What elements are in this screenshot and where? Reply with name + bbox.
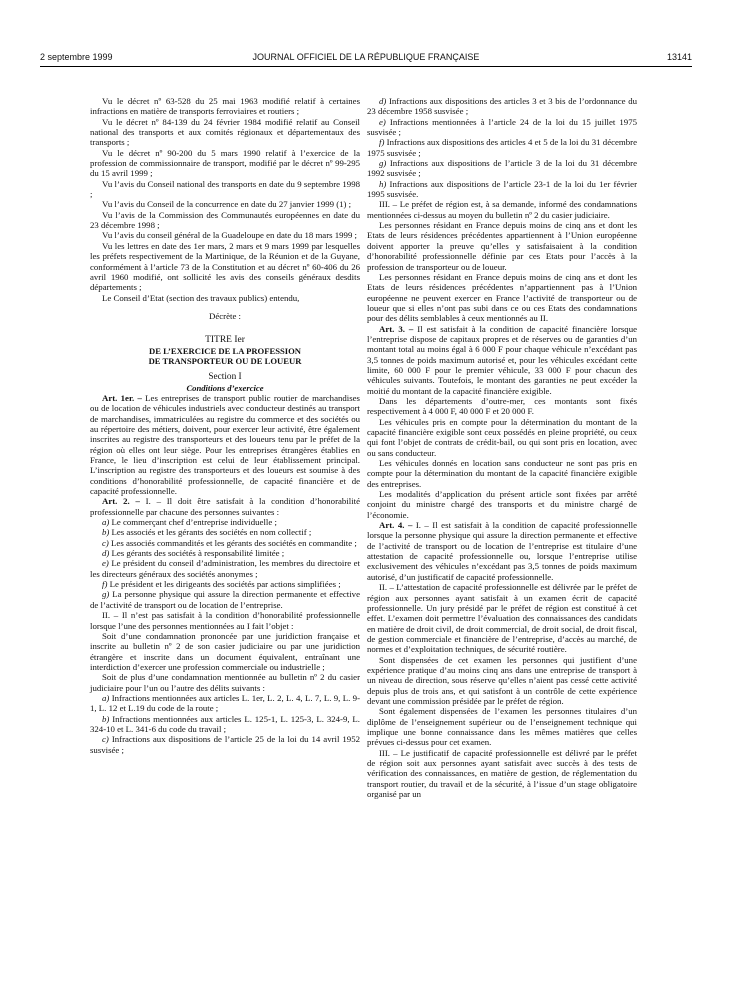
item-letter: g) [379,158,387,169]
list-item [90,579,360,589]
paragraph: Les modalités d’application du présent article sont fixées par arrêté conjoint du ministre chargé des transports et du ministre chargé de l’économie. [367,489,637,520]
paragraph: Dans les départements d’outre-mer, ces montants sont fixés respectivement à 4 000 F, 40 000 F et 20 000 F. [367,395,637,417]
item-letter: b) [102,713,110,724]
item-letter: f) [102,579,108,590]
item-letter: d) [379,96,387,106]
article-label: Art. 4. – [379,520,413,531]
titre-subheading-line1: DE L’EXERCICE DE LA PROFESSION [148,345,302,356]
list-item [90,734,360,755]
item-letter: e) [379,116,386,127]
item-letter: h) [379,178,387,189]
paragraph: Sont dispensées de cet examen les personnes qui justifient d’une expérience pratique d’au moins cinq ans dans une entreprise de transport à un niveau de direction, sous réserve qu’elles n’aient pas cessé cette activité depuis plus de trois ans, et qui satisfont à un contrôle de cette expérience devant une commission présidée par le préfet de région. [367,654,637,706]
header-rule [40,66,692,67]
article-label: Art. 2. – [102,496,140,507]
list-item [90,538,360,548]
item-text: Infractions mentionnées aux articles L. 1er, L. 2, L. 4, L. 7, L. 9, L. 9-1, L. 12 et L.19 du code de la route ; [90,692,360,714]
list-item [367,117,637,138]
list-item [367,179,637,200]
paragraph: Vu l’avis du Conseil national des transports en date du 9 septembre 1998 ; [90,178,360,200]
list-item [90,558,360,579]
page-header [40,52,692,66]
paragraph: III. – Le justificatif de capacité professionnelle est délivré par le préfet de région soit aux personnes ayant satisfait avec succès à des tests de vérification des connaissances, en matière de gestion, de réglementation du transport routier, du travail et de la sécurité, à l’issue d’un stage obligatoire organisé par un [367,747,637,800]
paragraph: Vu le décret nº 63-528 du 25 mai 1963 modifié relatif à certaines infractions en matière de transports ferroviaires et routiers ; [90,96,360,117]
item-text: Infractions mentionnées à l’article 24 de la loi du 15 juillet 1975 susvisée ; [367,116,637,138]
item-text: Les associés commandités et les gérants des sociétés en commandite ; [108,537,357,548]
article-text: I. – Il est satisfait à la condition de capacité professionnelle lorsque la personne physique qui assure la direction permanente et effective de l’activité de transport ou de location de l’entreprise est titulaire d’une attestation de capacité professionnelle ou, lorsque l’entreprise utilise exclusivement des véhicules n’excédant pas 3,5 tonnes de poids maximum autorisé, d’un justificatif de capacité professionnelle. [367,520,637,582]
list-item [90,714,360,735]
titre-subheading-line2: DE TRANSPORTEUR OU DE LOUEUR [148,355,302,366]
item-letter: g) [102,589,110,600]
paragraph: Les personnes résidant en France depuis moins de cinq ans et dont les Etats de leurs résidences précédentes n’appartiennent pas à l’Union européenne ne peuvent exercer en France l’activité de transporteur ou de loueur que si elles n’ont pas subi dans ce ou ces Etats des condamnations pour des délits semblables à ceux mentionnés au II. [367,271,637,324]
titre-heading: TITRE Ier [205,335,245,346]
list-item [90,693,360,714]
paragraph: II. – L’attestation de capacité professionnelle est délivrée par le préfet de région aux personnes ayant satisfait à un examen écrit de capacité professionnelle. Un jury présidé par le préfet de région est constitué à cet effet. L’examen doit permettre l’évaluation des connaissances des candidats en matière de droit civil, de droit commercial, de droit social, de droit fiscal, de gestion commerciale et financière de l’entreprise, d’accès au marché, de normes et d’exploitation techniques, de sécurité routière. [367,582,637,655]
paragraph: Vu l’avis du Conseil de la concurrence en date du 27 janvier 1999 (1) ; [102,199,352,210]
left-column [90,96,360,755]
item-letter: d) [102,548,110,559]
list-item [90,548,360,558]
item-text: Infractions mentionnées aux articles L. 125-1, L. 125-3, L. 324-9, L. 324-10 et L. 341-6 du code du travail ; [90,713,360,734]
item-letter: e) [102,558,109,569]
list-item [367,96,637,117]
item-text: Infractions aux dispositions de l’article 3 de la loi du 31 décembre 1992 susvisée ; [367,158,637,179]
right-column [367,96,637,799]
header-journal-title: JOURNAL OFFICIEL DE LA RÉPUBLIQUE FRANÇAISE [252,52,480,62]
list-item [90,527,360,537]
article-1 [90,393,360,496]
header-date: 2 septembre 1999 [40,52,113,62]
article-text: Les entreprises de transport public routier de marchandises ou de location de véhicules industriels avec conducteur destinés au transport de marchandises, immatriculées au registre du commerce et des sociétés ou au répertoire des métiers, doivent, pour exercer leur activité, être également inscrites au registre des transporteurs et des loueurs tenu par le préfet de la région où elles ont leur siège. Pour les entreprises étrangères établies en France, le lieu d’inscription est celui de leur établissement principal. L’inscription au registre des transporteurs et des loueurs est soumise à des conditions d’honorabilité professionnelle, de capacité financière et de capacité professionnelle. [90,392,360,497]
decrete-line: Décrète : [209,310,241,321]
item-text: Le commerçant chef d’entreprise individuelle ; [109,517,277,528]
list-item [367,158,637,179]
item-text: Infractions aux dispositions des articles 3 et 3 bis de l’ordonnance du 23 décembre 1958 susvisée ; [367,96,637,117]
paragraph: Soit de plus d’une condamnation mentionnée au bulletin nº 2 du casier judiciaire pour l’un ou l’autre des délits suivants : [90,672,360,693]
list-item [90,517,360,527]
paragraph: Vu l’avis de la Commission des Communautés européennes en date du 23 décembre 1998 ; [90,209,360,231]
item-letter: c) [102,734,109,745]
item-letter: a) [102,692,110,703]
paragraph: II. – Il n’est pas satisfait à la condition d’honorabilité professionnelle lorsque l’une des personnes mentionnées au I fait l’objet : [90,610,360,631]
paragraph: Vu l’avis du conseil général de la Guadeloupe en date du 18 mars 1999 ; [102,230,357,241]
header-page-number: 13141 [666,52,692,62]
article-text: Il est satisfait à la condition de capacité financière lorsque l’entreprise dispose de capitaux propres et de réserves ou de garanties d’un montant total au moins égal à 6 000 F pour chaque véhicule n’excédant pas 3,5 tonnes de poids maximum autorisé et, pour les véhicules excédant cette limite, 60 000 F pour le premier véhicule, 33 000 F pour chacun des véhicules suivants. Toutefois, le montant des garanties ne peut excéder la moitié du montant de la capacité financière exigible. [367,323,638,396]
item-text: La personne physique qui assure la direction permanente et effective de l’activité de transport ou de location de l’entreprise. [90,589,360,610]
item-text: Infractions aux dispositions de l’article 23-1 de la loi du 1er février 1995 susvisée. [367,178,637,200]
paragraph: Les véhicules pris en compte pour la détermination du montant de la capacité financière exigible sont ceux possédés en pleine propriété, ou ceux qui font l’objet de contrats de crédit-bail, ou qui sont pris en location, avec ou sans conducteur. [367,416,637,458]
paragraph: Les véhicules donnés en location sans conducteur ne sont pas pris en compte pour la détermination du montant de la capacité financière exigible des entreprises. [367,458,637,489]
paragraph: Le Conseil d’Etat (section des travaux publics) entendu, [102,292,300,303]
paragraph: Les personnes résidant en France depuis moins de cinq ans et dont les Etats de leurs résidences précédentes appartiennent à l’Union européenne doivent apporter la preuve qu’elles y satisfaisaient à la condition d’honorabilité professionnelle définie par ces Etats pour l’accès à la profession de transporteur ou de loueur. [367,220,637,272]
paragraph: Vu le décret nº 90-200 du 5 mars 1990 relatif à l’exercice de la profession de commissionnaire de transport, modifié par le décret nº 99-295 du 15 avril 1999 ; [90,147,360,179]
paragraph: Soit d’une condamnation prononcée par une juridiction française et inscrite au bulletin nº 2 de son casier judiciaire ou par une juridiction étrangère et inscrite dans un document équivalent, entraînant une interdiction d’exercer une profession commerciale ou industrielle ; [90,630,360,672]
item-letter: b) [102,527,110,538]
article-label: Art. 1er. – [102,392,142,403]
list-item [367,137,637,158]
conditions-heading: Conditions d’exercice [186,382,264,393]
article-2 [90,496,360,517]
item-text: Les gérants des sociétés à responsabilité limitée ; [109,548,285,559]
paragraph: Vu les lettres en date des 1er mars, 2 mars et 9 mars 1999 par lesquelles les préfets respectivement de la Martinique, de la Réunion et de la Guyane, conformément à l’article 73 de la Constitution et au décret nº 60-406 du 26 avril 1960 modifié, ont sollicité les avis des conseils généraux desdits départements ; [90,240,360,293]
item-text: Le président et les dirigeants des sociétés par actions simplifiées ; [107,579,341,590]
item-text: Infractions aux dispositions de l’article 25 de la loi du 14 avril 1952 susvisée ; [90,734,360,755]
item-letter: a) [102,517,110,528]
article-text: I. – Il doit être satisfait à la condition d’honorabilité professionnelle par chacune des personnes suivantes : [90,496,360,517]
article-4 [367,520,637,582]
item-letter: c) [102,537,109,548]
item-letter: f) [379,137,385,148]
article-3 [367,324,637,396]
paragraph: Vu le décret nº 84-139 du 24 février 1984 modifié relatif au Conseil national des transports et aux comités régionaux et départementaux des transports ; [90,116,360,148]
article-label: Art. 3. – [379,323,414,334]
section-heading: Section I [208,372,242,383]
item-text: Le président du conseil d’administration, les membres du directoire et les directeurs généraux des sociétés anonymes ; [90,558,360,579]
paragraph: Sont également dispensées de l’examen les personnes titulaires d’un diplôme de l’enseignement supérieur ou de l’enseignement technique qui implique une bonne connaissance dans les mêmes matières que celles prévues ci-dessus pour cet examen. [367,706,637,748]
list-item [90,589,360,610]
item-text: Infractions aux dispositions des articles 4 et 5 de la loi du 31 décembre 1975 susvisée ; [367,137,637,158]
item-text: Les associés et les gérants des sociétés en nom collectif ; [109,527,312,538]
paragraph: III. – Le préfet de région est, à sa demande, informé des condamnations mentionnées ci-dessus au moyen du bulletin nº 2 du casier judiciaire. [367,199,637,220]
